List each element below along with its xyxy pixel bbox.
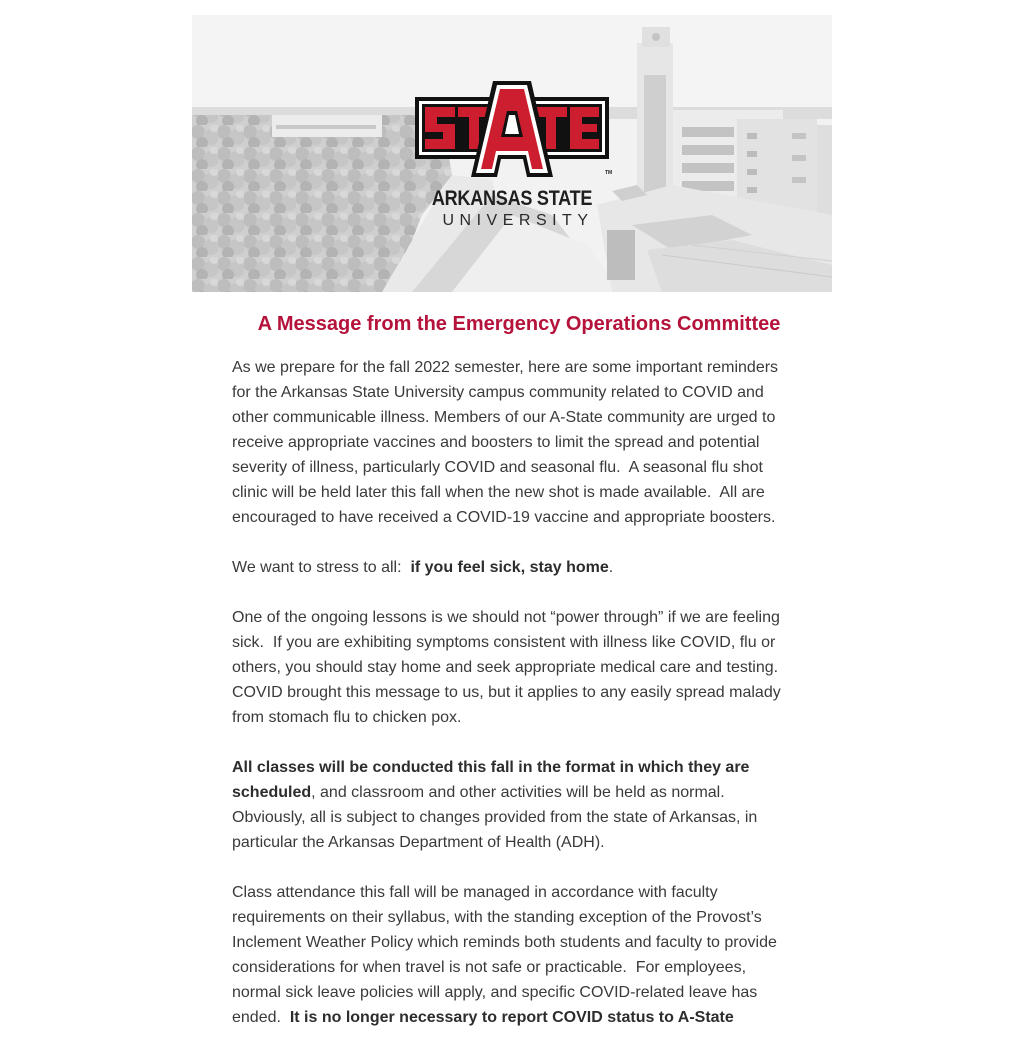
paragraph-stay-home (232, 555, 792, 580)
paragraph-attendance (232, 880, 792, 1030)
paragraph-text: . (608, 559, 614, 576)
paragraph-text: One of the ongoing lessons is we should not “power through” if we are feeling sick. If you are exhibiting symptoms consistent with illness like COVID, flu or others, you should stay home and seek appropriate medical care and testing. COVID brought this message to us, but it applies to any easily spread malady from stomach flu to chicken pox. (232, 609, 787, 726)
email-body (192, 15, 832, 1055)
a-state-logo-icon (415, 79, 609, 184)
paragraph-text: , and classroom and other activities will be held as normal. Obviously, all is subject to changes provided from the state of Arkansas, in particular the Arkansas Department of Health (ADH). (232, 784, 762, 851)
trademark-symbol: TM (605, 170, 613, 176)
arkansas-state-logo (415, 79, 613, 239)
header-banner (192, 15, 832, 292)
emphasis-text: All classes will be conducted this fall in the format in which they are scheduled (232, 759, 754, 801)
message-content (232, 355, 792, 1030)
paragraph-intro (232, 355, 792, 530)
paragraph-text: We want to stress to all: (232, 559, 411, 576)
emphasis-text: It is no longer necessary to report COVID status to A-State (289, 1009, 734, 1026)
paragraph-text: As we prepare for the fall 2022 semester, here are some important reminders for the Arkansas State University campus community related to COVID and other communicable illness. Members of our A-State community are urged to receive appropriate vaccines and boosters to limit the spread and potential severity of illness, particularly COVID and seasonal flu. A seasonal flu shot clinic will be held later this fall when the new shot is made available. All are encouraged to have received a COVID-19 vaccine and appropriate boosters. (232, 359, 783, 526)
logo-wordmark-arkansas-state: ARKANSAS STATE (431, 187, 593, 210)
paragraph-text: Class attendance this fall will be managed in accordance with faculty requirements on their syllabus, with the standing exception of the Provost’s Inclement Weather Policy which reminds both students and faculty to provide considerations for when travel is not safe or practicable. For employees, normal sick leave policies will apply, and specific COVID-related leave has ended. (232, 884, 782, 1026)
paragraph-classes (232, 755, 792, 855)
paragraph-power-through (232, 605, 792, 730)
emphasis-text: if you feel sick, stay home (410, 559, 609, 576)
logo-wordmark-university: UNIVERSITY (442, 212, 594, 229)
message-title: A Message from the Emergency Operations Committee (257, 313, 781, 335)
